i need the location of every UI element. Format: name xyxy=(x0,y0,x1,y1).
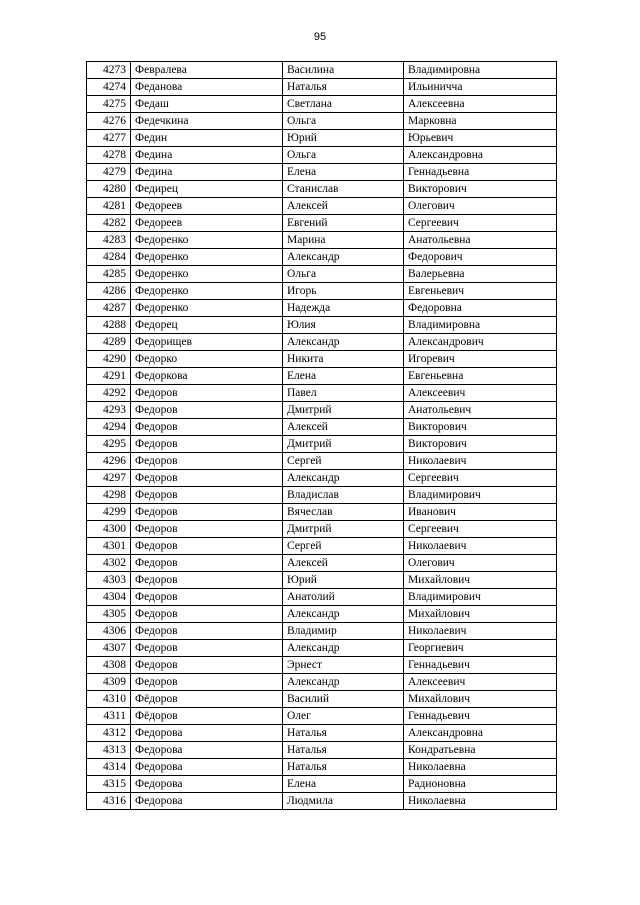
first-name-cell: Ольга xyxy=(283,147,404,164)
patronymic-cell: Сергеевич xyxy=(404,215,557,232)
patronymic-cell: Владимирович xyxy=(404,589,557,606)
names-table-body xyxy=(87,62,557,810)
last-name-cell: Федорец xyxy=(131,317,283,334)
first-name-cell: Александр xyxy=(283,470,404,487)
last-name-cell: Федоркова xyxy=(131,368,283,385)
first-name-cell: Эрнест xyxy=(283,657,404,674)
table-row xyxy=(87,62,557,79)
row-number-cell: 4312 xyxy=(87,725,131,742)
row-number-cell: 4296 xyxy=(87,453,131,470)
patronymic-cell: Николаевич xyxy=(404,453,557,470)
first-name-cell: Сергей xyxy=(283,453,404,470)
last-name-cell: Федоров xyxy=(131,521,283,538)
first-name-cell: Ольга xyxy=(283,266,404,283)
row-number-cell: 4313 xyxy=(87,742,131,759)
last-name-cell: Федоров xyxy=(131,623,283,640)
table-row xyxy=(87,232,557,249)
table-row xyxy=(87,521,557,538)
table-row xyxy=(87,725,557,742)
last-name-cell: Фёдоров xyxy=(131,708,283,725)
first-name-cell: Владислав xyxy=(283,487,404,504)
patronymic-cell: Олегович xyxy=(404,198,557,215)
row-number-cell: 4309 xyxy=(87,674,131,691)
table-row xyxy=(87,300,557,317)
row-number-cell: 4291 xyxy=(87,368,131,385)
table-row xyxy=(87,708,557,725)
table-row xyxy=(87,368,557,385)
row-number-cell: 4299 xyxy=(87,504,131,521)
first-name-cell: Елена xyxy=(283,164,404,181)
first-name-cell: Александр xyxy=(283,674,404,691)
first-name-cell: Людмила xyxy=(283,793,404,810)
patronymic-cell: Кондратьевна xyxy=(404,742,557,759)
table-row xyxy=(87,130,557,147)
last-name-cell: Федоренко xyxy=(131,266,283,283)
patronymic-cell: Александровна xyxy=(404,147,557,164)
table-row xyxy=(87,793,557,810)
first-name-cell: Олег xyxy=(283,708,404,725)
row-number-cell: 4286 xyxy=(87,283,131,300)
patronymic-cell: Анатольевна xyxy=(404,232,557,249)
last-name-cell: Федорова xyxy=(131,742,283,759)
last-name-cell: Федин xyxy=(131,130,283,147)
last-name-cell: Федореев xyxy=(131,198,283,215)
last-name-cell: Федоренко xyxy=(131,300,283,317)
row-number-cell: 4292 xyxy=(87,385,131,402)
table-row xyxy=(87,334,557,351)
patronymic-cell: Иванович xyxy=(404,504,557,521)
patronymic-cell: Евгеньевна xyxy=(404,368,557,385)
patronymic-cell: Михайлович xyxy=(404,606,557,623)
patronymic-cell: Владимировна xyxy=(404,62,557,79)
first-name-cell: Юлия xyxy=(283,317,404,334)
last-name-cell: Федоров xyxy=(131,504,283,521)
patronymic-cell: Александровна xyxy=(404,725,557,742)
first-name-cell: Дмитрий xyxy=(283,436,404,453)
first-name-cell: Дмитрий xyxy=(283,402,404,419)
patronymic-cell: Марковна xyxy=(404,113,557,130)
table-row xyxy=(87,402,557,419)
last-name-cell: Федечкина xyxy=(131,113,283,130)
row-number-cell: 4305 xyxy=(87,606,131,623)
patronymic-cell: Радионовна xyxy=(404,776,557,793)
row-number-cell: 4285 xyxy=(87,266,131,283)
patronymic-cell: Федоровна xyxy=(404,300,557,317)
patronymic-cell: Викторович xyxy=(404,436,557,453)
row-number-cell: 4300 xyxy=(87,521,131,538)
row-number-cell: 4279 xyxy=(87,164,131,181)
row-number-cell: 4316 xyxy=(87,793,131,810)
first-name-cell: Светлана xyxy=(283,96,404,113)
patronymic-cell: Олегович xyxy=(404,555,557,572)
table-row xyxy=(87,674,557,691)
table-row xyxy=(87,419,557,436)
patronymic-cell: Владимировна xyxy=(404,317,557,334)
last-name-cell: Федоров xyxy=(131,402,283,419)
first-name-cell: Александр xyxy=(283,606,404,623)
patronymic-cell: Сергеевич xyxy=(404,470,557,487)
first-name-cell: Сергей xyxy=(283,538,404,555)
last-name-cell: Федореев xyxy=(131,215,283,232)
first-name-cell: Станислав xyxy=(283,181,404,198)
first-name-cell: Александр xyxy=(283,334,404,351)
patronymic-cell: Сергеевич xyxy=(404,521,557,538)
table-row xyxy=(87,691,557,708)
last-name-cell: Федорова xyxy=(131,793,283,810)
first-name-cell: Наталья xyxy=(283,759,404,776)
first-name-cell: Наталья xyxy=(283,79,404,96)
row-number-cell: 4273 xyxy=(87,62,131,79)
row-number-cell: 4304 xyxy=(87,589,131,606)
row-number-cell: 4294 xyxy=(87,419,131,436)
last-name-cell: Федорова xyxy=(131,776,283,793)
table-row xyxy=(87,572,557,589)
table-row xyxy=(87,113,557,130)
last-name-cell: Федоренко xyxy=(131,283,283,300)
table-row xyxy=(87,164,557,181)
patronymic-cell: Георгиевич xyxy=(404,640,557,657)
table-row xyxy=(87,147,557,164)
table-row xyxy=(87,215,557,232)
first-name-cell: Марина xyxy=(283,232,404,249)
row-number-cell: 4283 xyxy=(87,232,131,249)
patronymic-cell: Викторович xyxy=(404,181,557,198)
first-name-cell: Василий xyxy=(283,691,404,708)
table-row xyxy=(87,96,557,113)
last-name-cell: Федоров xyxy=(131,487,283,504)
patronymic-cell: Михайлович xyxy=(404,572,557,589)
last-name-cell: Федорко xyxy=(131,351,283,368)
last-name-cell: Федоров xyxy=(131,657,283,674)
row-number-cell: 4293 xyxy=(87,402,131,419)
patronymic-cell: Федорович xyxy=(404,249,557,266)
first-name-cell: Алексей xyxy=(283,555,404,572)
row-number-cell: 4278 xyxy=(87,147,131,164)
last-name-cell: Федоров xyxy=(131,470,283,487)
table-row xyxy=(87,555,557,572)
row-number-cell: 4282 xyxy=(87,215,131,232)
row-number-cell: 4274 xyxy=(87,79,131,96)
table-row xyxy=(87,436,557,453)
row-number-cell: 4297 xyxy=(87,470,131,487)
last-name-cell: Фёдоров xyxy=(131,691,283,708)
row-number-cell: 4281 xyxy=(87,198,131,215)
row-number-cell: 4302 xyxy=(87,555,131,572)
table-row xyxy=(87,487,557,504)
last-name-cell: Федаш xyxy=(131,96,283,113)
patronymic-cell: Анатольевич xyxy=(404,402,557,419)
row-number-cell: 4289 xyxy=(87,334,131,351)
row-number-cell: 4310 xyxy=(87,691,131,708)
patronymic-cell: Владимирович xyxy=(404,487,557,504)
first-name-cell: Алексей xyxy=(283,419,404,436)
table-row xyxy=(87,283,557,300)
patronymic-cell: Алексеевич xyxy=(404,674,557,691)
table-row xyxy=(87,606,557,623)
patronymic-cell: Алексеевич xyxy=(404,385,557,402)
table-row xyxy=(87,623,557,640)
patronymic-cell: Геннадьевич xyxy=(404,708,557,725)
table-row xyxy=(87,470,557,487)
patronymic-cell: Геннадьевич xyxy=(404,657,557,674)
table-row xyxy=(87,759,557,776)
first-name-cell: Ольга xyxy=(283,113,404,130)
first-name-cell: Наталья xyxy=(283,742,404,759)
table-row xyxy=(87,742,557,759)
row-number-cell: 4277 xyxy=(87,130,131,147)
first-name-cell: Наталья xyxy=(283,725,404,742)
patronymic-cell: Михайлович xyxy=(404,691,557,708)
row-number-cell: 4295 xyxy=(87,436,131,453)
table-row xyxy=(87,385,557,402)
patronymic-cell: Геннадьевна xyxy=(404,164,557,181)
last-name-cell: Федорова xyxy=(131,759,283,776)
table-row xyxy=(87,266,557,283)
last-name-cell: Федоров xyxy=(131,674,283,691)
patronymic-cell: Николаевна xyxy=(404,759,557,776)
first-name-cell: Елена xyxy=(283,368,404,385)
row-number-cell: 4315 xyxy=(87,776,131,793)
first-name-cell: Евгений xyxy=(283,215,404,232)
table-row xyxy=(87,198,557,215)
last-name-cell: Федоров xyxy=(131,606,283,623)
last-name-cell: Федоров xyxy=(131,419,283,436)
table-row xyxy=(87,351,557,368)
table-row xyxy=(87,640,557,657)
last-name-cell: Федоров xyxy=(131,538,283,555)
row-number-cell: 4276 xyxy=(87,113,131,130)
row-number-cell: 4284 xyxy=(87,249,131,266)
last-name-cell: Феданова xyxy=(131,79,283,96)
last-name-cell: Федорова xyxy=(131,725,283,742)
table-row xyxy=(87,657,557,674)
table-row xyxy=(87,538,557,555)
last-name-cell: Федоров xyxy=(131,572,283,589)
first-name-cell: Алексей xyxy=(283,198,404,215)
table-row xyxy=(87,453,557,470)
table-row xyxy=(87,317,557,334)
patronymic-cell: Игоревич xyxy=(404,351,557,368)
last-name-cell: Федоров xyxy=(131,555,283,572)
last-name-cell: Федоров xyxy=(131,453,283,470)
first-name-cell: Игорь xyxy=(283,283,404,300)
last-name-cell: Федина xyxy=(131,147,283,164)
first-name-cell: Александр xyxy=(283,640,404,657)
table-row xyxy=(87,589,557,606)
patronymic-cell: Викторович xyxy=(404,419,557,436)
patronymic-cell: Николаевич xyxy=(404,538,557,555)
first-name-cell: Елена xyxy=(283,776,404,793)
last-name-cell: Федоров xyxy=(131,640,283,657)
row-number-cell: 4288 xyxy=(87,317,131,334)
row-number-cell: 4303 xyxy=(87,572,131,589)
first-name-cell: Владимир xyxy=(283,623,404,640)
row-number-cell: 4290 xyxy=(87,351,131,368)
row-number-cell: 4307 xyxy=(87,640,131,657)
first-name-cell: Александр xyxy=(283,249,404,266)
row-number-cell: 4311 xyxy=(87,708,131,725)
patronymic-cell: Евгеньевич xyxy=(404,283,557,300)
first-name-cell: Юрий xyxy=(283,130,404,147)
row-number-cell: 4306 xyxy=(87,623,131,640)
row-number-cell: 4301 xyxy=(87,538,131,555)
patronymic-cell: Алексеевна xyxy=(404,96,557,113)
first-name-cell: Вячеслав xyxy=(283,504,404,521)
table-row xyxy=(87,776,557,793)
patronymic-cell: Юрьевич xyxy=(404,130,557,147)
last-name-cell: Федина xyxy=(131,164,283,181)
patronymic-cell: Валерьевна xyxy=(404,266,557,283)
row-number-cell: 4287 xyxy=(87,300,131,317)
last-name-cell: Федоров xyxy=(131,385,283,402)
last-name-cell: Федорищев xyxy=(131,334,283,351)
last-name-cell: Федоров xyxy=(131,589,283,606)
page-number: 95 xyxy=(313,31,327,43)
first-name-cell: Никита xyxy=(283,351,404,368)
patronymic-cell: Александрович xyxy=(404,334,557,351)
table-row xyxy=(87,181,557,198)
patronymic-cell: Николаевна xyxy=(404,793,557,810)
last-name-cell: Федоренко xyxy=(131,249,283,266)
last-name-cell: Федоров xyxy=(131,436,283,453)
row-number-cell: 4308 xyxy=(87,657,131,674)
patronymic-cell: Ильиничча xyxy=(404,79,557,96)
first-name-cell: Василина xyxy=(283,62,404,79)
names-table xyxy=(86,61,557,810)
table-row xyxy=(87,249,557,266)
first-name-cell: Дмитрий xyxy=(283,521,404,538)
row-number-cell: 4280 xyxy=(87,181,131,198)
row-number-cell: 4298 xyxy=(87,487,131,504)
last-name-cell: Февралева xyxy=(131,62,283,79)
table-row xyxy=(87,79,557,96)
row-number-cell: 4314 xyxy=(87,759,131,776)
patronymic-cell: Николаевич xyxy=(404,623,557,640)
table-row xyxy=(87,504,557,521)
first-name-cell: Юрий xyxy=(283,572,404,589)
last-name-cell: Федоренко xyxy=(131,232,283,249)
row-number-cell: 4275 xyxy=(87,96,131,113)
first-name-cell: Надежда xyxy=(283,300,404,317)
first-name-cell: Павел xyxy=(283,385,404,402)
first-name-cell: Анатолий xyxy=(283,589,404,606)
last-name-cell: Федирец xyxy=(131,181,283,198)
